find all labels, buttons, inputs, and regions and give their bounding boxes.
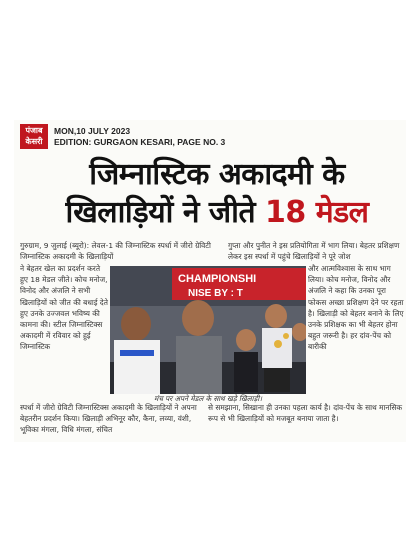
masthead-meta (54, 126, 225, 148)
edition-date: MON,10 JULY 2023 (54, 126, 131, 136)
punjab-kesari-logo (20, 124, 48, 149)
headline-line-2-black: खिलाड़ियों ने जीते (65, 195, 265, 230)
logo-line-2: केसरी (25, 137, 43, 146)
team-photo-illustration (110, 266, 306, 394)
photo-caption: मंच पर अपने मेडल के साथ खड़े खिलाड़ी। (154, 394, 262, 403)
headline-line-1: जिम्नास्टिक अकादमी के (89, 157, 345, 192)
article-left-column: ने बेहतर खेल का प्रदर्शन करते हुए 18 मेडल जीते। कोच मनोज, विनोद और अंजलि ने सभी खिलाड़ियों को जीत की बधाई देते हुए उनके उज्जवल भविष्य की कामना की। स्टील जिम्नास्टिक्स अकादमी में रविवार को हुई जिम्नास्टिक (20, 264, 108, 352)
article-bottom-left: स्पर्धा में जीरो ग्रेविटी जिम्नास्टिक्स अकादमी के खिलाड़ियों ने अपना बेहतरीन प्रदर्शन किया। खिलाड़ी अभिनूर कौर, कैना, लव्या, वंशी, भूविका मंगला, विधि मंगला, संचित (20, 403, 197, 435)
headline-medal-count: 18 मेडल (265, 195, 369, 230)
newspaper-clipping (14, 120, 406, 442)
article-bottom-right: से समझाना, सिखाना ही उनका पहला कार्य है। दांव-पेंच के साथ मानसिक रूप से भी खिलाड़ियों को मजबूत बनाया जाता है। (208, 403, 403, 424)
article-top-right: गुप्ता और पुनीत ने इस प्रतियोगिता में भाग लिया। बेहतर प्रशिक्षण लेकर इस स्पर्धा में पहुंचे खिलाड़ियों ने पूरे जोश (228, 241, 400, 262)
headline-line-2 (32, 194, 402, 232)
article-top-left: गुरुग्राम, 9 जुलाई (ब्यूरो): लेवल-1 की जिम्नास्टिक स्पर्धा में जीरो ग्रेविटी जिम्नास्टिक अकादमी के खिलाड़ियों (20, 241, 211, 262)
banner-text-1: CHAMPIONSHI (178, 273, 257, 285)
banner-text-2: NISE BY : T (188, 288, 243, 299)
edition-name: EDITION: GURGAON KESARI, PAGE NO. 3 (54, 137, 226, 147)
logo-line-1: पंजाब (25, 126, 43, 135)
article-right-column: और आत्मविश्वास के साथ भाग लिया। कोच मनोज, विनोद और अंजलि ने कहा कि उनका पूरा फोकस अच्छा प्रशिक्षण देने पर रहता है। खिलाड़ी को बेहतर बनाने के लिए उनके प्रशिक्षक का भी बेहतर होना बहुत जरूरी है। हर दांव-पेंच को बारीकी (308, 264, 404, 352)
team-photo (110, 266, 306, 394)
headline (32, 156, 402, 232)
